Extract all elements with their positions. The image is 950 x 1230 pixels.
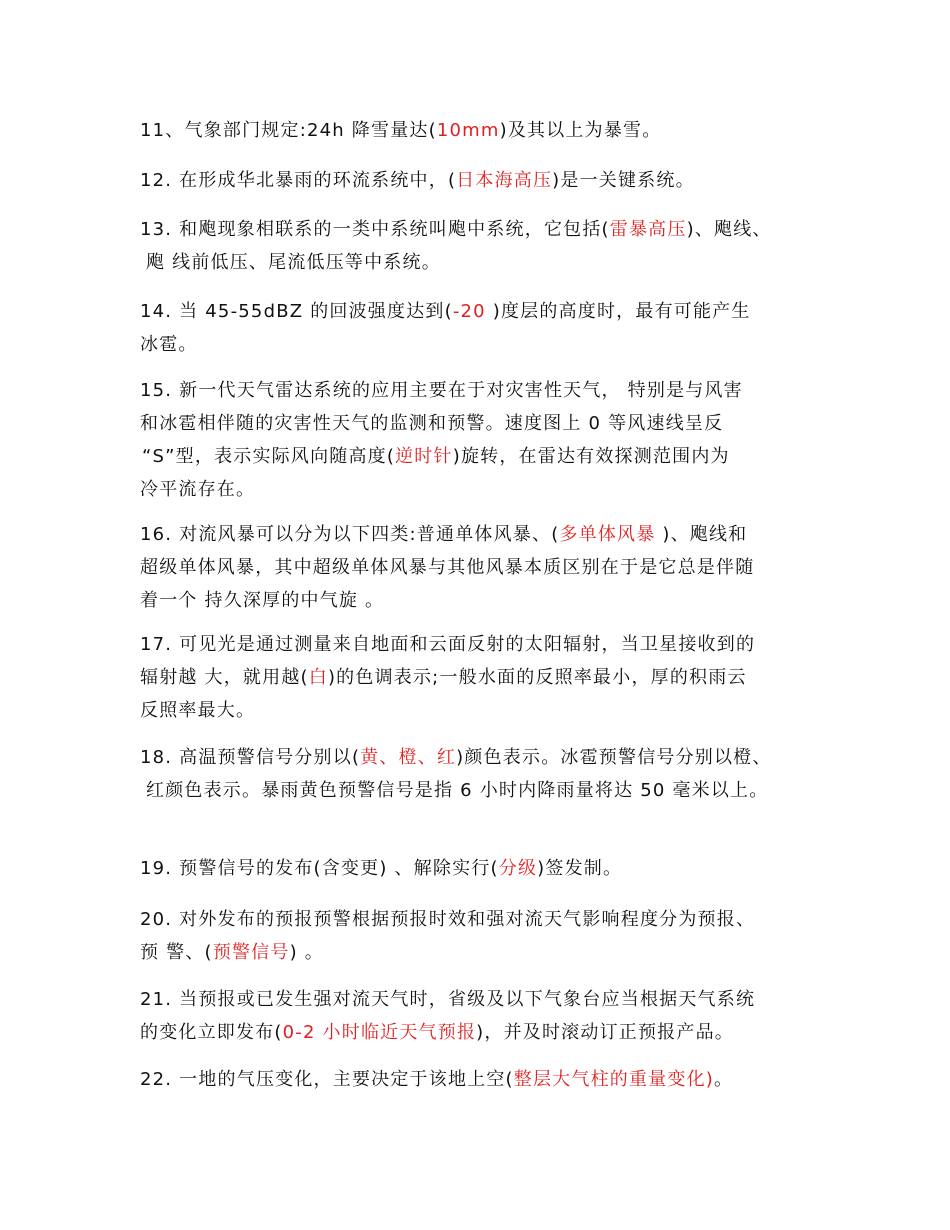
text-segment: 预 警、( <box>140 942 213 963</box>
item-22 <box>140 1063 820 1096</box>
item-line <box>140 661 820 694</box>
text-segment: 18. 高温预警信号分别以( <box>140 747 361 768</box>
text-segment: )的色调表示;一般水面的反照率最小，厚的积雨云 <box>327 667 747 688</box>
item-line <box>140 584 820 617</box>
text-segment: 着一个 持久深厚的中气旋 。 <box>140 590 385 611</box>
text-segment: 飑 线前低压、尾流低压等中系统。 <box>146 252 441 273</box>
item-line <box>140 1016 820 1049</box>
text-segment: 反照率最大。 <box>140 700 256 721</box>
item-line <box>140 374 820 407</box>
text-segment: 14. 当 45-55dBZ 的回波强度达到( <box>140 301 453 322</box>
item-line <box>140 1063 820 1096</box>
item-12 <box>140 164 820 197</box>
item-line <box>140 852 820 885</box>
answer-text: 黄、橙、红 <box>360 747 457 768</box>
item-line <box>140 983 820 1016</box>
text-segment: 12. 在形成华北暴雨的环流系统中，( <box>140 170 457 191</box>
text-segment: )颜色表示。冰雹预警信号分别以橙、 <box>456 747 772 768</box>
text-segment: )是一关键系统。 <box>552 170 695 191</box>
item-line <box>140 694 820 727</box>
item-line <box>140 407 820 440</box>
text-segment: )及其以上为暴雪。 <box>499 120 662 141</box>
text-segment: 17. 可见光是通过测量来自地面和云面反射的太阳辐射，当卫星接收到的 <box>140 634 756 655</box>
text-segment: 11、气象部门规定:24h 降雪量达( <box>140 120 437 141</box>
text-segment: )签发制。 <box>537 858 623 879</box>
item-line <box>140 628 820 661</box>
item-line <box>140 246 820 279</box>
text-segment: )，并及时滚动订正预报产品。 <box>476 1022 734 1043</box>
text-segment: 超级单体风暴，其中超级单体风暴与其他风暴本质区别在于是它总是伴随 <box>140 557 755 578</box>
text-segment: )度层的高度时，最有可能产生 <box>492 301 751 322</box>
text-segment: 的变化立即发布( <box>140 1022 283 1043</box>
text-segment: 红颜色表示。暴雨黄色预警信号是指 6 小时内降雨量将达 50 毫米以上。 <box>146 780 769 801</box>
text-segment: ) 。 <box>289 942 324 963</box>
text-segment: 13. 和飑现象相联系的一类中系统叫飑中系统，它包括( <box>140 219 610 240</box>
item-line <box>140 440 820 473</box>
answer-text: 预警信号 <box>212 942 290 963</box>
item-line <box>140 114 820 147</box>
item-18 <box>140 741 820 807</box>
text-segment: )旋转，在雷达有效探测范围内为 <box>452 446 730 467</box>
item-15 <box>140 374 820 506</box>
item-20 <box>140 903 820 969</box>
text-segment: 。 <box>714 1069 734 1090</box>
answer-text: 白 <box>308 667 328 688</box>
item-line <box>140 518 820 551</box>
item-line <box>140 473 820 506</box>
item-line <box>140 903 820 936</box>
text-segment: 20. 对外发布的预报预警根据预报时效和强对流天气影响程度分为预报、 <box>140 909 756 930</box>
answer-text: 雷暴高压 <box>609 219 687 240</box>
text-segment: 15. 新一代天气雷达系统的应用主要在于对灾害性天气， 特别是与风害 <box>140 380 743 401</box>
text-segment: 21. 当预报或已发生强对流天气时，省级及以下气象台应当根据天气系统 <box>140 989 756 1010</box>
item-line <box>140 213 820 246</box>
answer-text: 0-2 小时临近天气预报 <box>282 1022 477 1043</box>
item-21 <box>140 983 820 1049</box>
item-line <box>140 164 820 197</box>
item-16 <box>140 518 820 617</box>
item-line <box>140 551 820 584</box>
text-segment: 22. 一地的气压变化，主要决定于该地上空( <box>140 1069 514 1090</box>
answer-text: 多单体风暴 <box>559 524 656 545</box>
answer-text: 分级 <box>498 858 538 879</box>
item-line <box>140 741 820 774</box>
text-segment: 辐射越 大，就用越( <box>140 667 309 688</box>
text-segment: 冷平流存在。 <box>140 479 256 500</box>
answer-text: 逆时针 <box>395 446 453 467</box>
text-segment: )、飑线、 <box>686 219 772 240</box>
item-11 <box>140 114 820 147</box>
text-segment: 19. 预警信号的发布(含变更) 、解除实行( <box>140 858 499 879</box>
text-segment: 和冰雹相伴随的灾害性天气的监测和预警。速度图上 0 等风速线呈反 <box>140 413 724 434</box>
answer-text: 10mm <box>436 120 500 141</box>
text-segment: “S”型，表示实际风向随高度( <box>142 446 396 467</box>
item-14 <box>140 295 820 361</box>
answer-text: -20 <box>452 301 493 322</box>
item-line <box>140 774 820 807</box>
item-line <box>140 295 820 328</box>
text-segment: )、飑线和 <box>655 524 748 545</box>
text-segment: 冰雹。 <box>140 334 198 355</box>
item-13 <box>140 213 820 279</box>
item-line <box>140 328 820 361</box>
answer-text: 整层大气柱的重量变化) <box>513 1069 715 1090</box>
item-line <box>140 936 820 969</box>
answer-text: 日本海高压 <box>456 170 553 191</box>
item-17 <box>140 628 820 727</box>
item-19 <box>140 852 820 885</box>
text-segment: 16. 对流风暴可以分为以下四类:普通单体风暴、( <box>140 524 560 545</box>
